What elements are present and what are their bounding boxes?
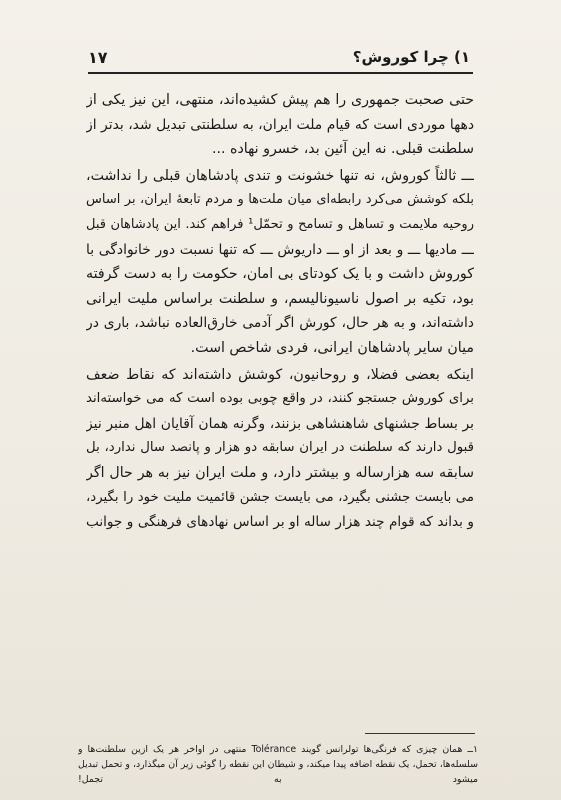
body-line-2: دهها موردی است که قیام ملت ایران، به سلطنتی تبدیل شد، بدتر از — [86, 116, 474, 133]
header-rule — [88, 72, 473, 74]
body-line-6: روحیه ملایمت و تساهل و تسامح و تحمّل¹ فراهم کند. این پادشاهان قبل — [86, 216, 474, 232]
body-line-12: اینکه بعضی فضلا، و روحانیون، کوشش داشته‌اند که نقاط ضعف — [86, 366, 474, 383]
footnote-line-1: ۱ــ همان چیزی که فرنگی‌ها تولرانس گویند Tolérance منتهی در اواخر هر یک ازین سلطنت‌ها و — [78, 744, 478, 755]
body-line-14: بر بساط جشنهای شاهنشاهی بزنند، وگرنه همان آقایان اهل منبر نیز — [86, 415, 474, 432]
body-line-18: و بداند که قوام چند هزار ساله او بر اساس نهادهای فرهنگی و جوانب — [86, 514, 474, 531]
footnote-line-3: میشود به تجمل! — [78, 774, 478, 785]
body-line-17: می بایست جشنی بگیرد، می بایست جشن قائمیت ملیت خود را بگیرد، — [86, 489, 474, 505]
body-line-13: برای کوروش جستجو کنند، در واقع چوبی بوده است که می خواسته‌اند — [86, 391, 474, 407]
page-header — [88, 44, 470, 70]
body-line-7: ـــ مادیها ـــ و بعد از او ـــ داریوش ـــ که تنها نسبت دور خانوادگی با — [86, 241, 474, 258]
body-line-1: حتی صحبت جمهوری را هم پیش کشیده‌اند، منتهی، این نیز یکی از — [86, 92, 474, 108]
footnote-line-2: سلسله‌ها، تحمل، یک نقطه اضافه پیدا میکند، و شیطان این نقطه را گوئی زیر آن میگذارد، و تحمل تبدیل — [78, 759, 478, 770]
footnotes — [78, 742, 478, 800]
body-line-10: داشته‌اند، و به هر حال، کورش اگر آدمی خارق‌العاده نباشد، باری در — [86, 315, 474, 332]
body-line-15: قبول دارند که سلطنت در ایران سابقه دو هزار و پانصد سال ندارد، بل — [86, 440, 474, 456]
footnote-rule — [365, 733, 475, 734]
body-line-3: سلطنت قبلی. نه این آئین بد، خسرو نهاده ... — [212, 141, 474, 158]
body-line-11: میان سایر پادشاهان ایرانی، فردی شاخص است. — [190, 339, 474, 356]
body-text — [86, 88, 474, 703]
body-line-5: بلکه کوشش می‌کرد رابطه‌ای میان ملت‌ها و مردم تابعهٔ ایران، بر اساس — [86, 192, 474, 208]
body-line-9: بود، تکیه بر اصول ناسیونالیسم، و سلطنت براساس ملیت ایرانی — [86, 290, 474, 307]
body-line-8: کوروش داشت و با یک کودتای بی امان، حکومت را به دست گرفته — [86, 266, 474, 283]
chapter-title: ۱) چرا کوروش؟ — [352, 48, 470, 66]
body-line-16: سابقه سه هزارساله و بیشتر دارد، و ملت ایران نیز به هر حال اگر — [86, 464, 474, 481]
body-line-4: ـــ ثالثاً کوروش، نه تنها خشونت و تندی پادشاهان قبلی را نداشت، — [86, 167, 474, 184]
page-number: ۱۷ — [88, 47, 108, 67]
